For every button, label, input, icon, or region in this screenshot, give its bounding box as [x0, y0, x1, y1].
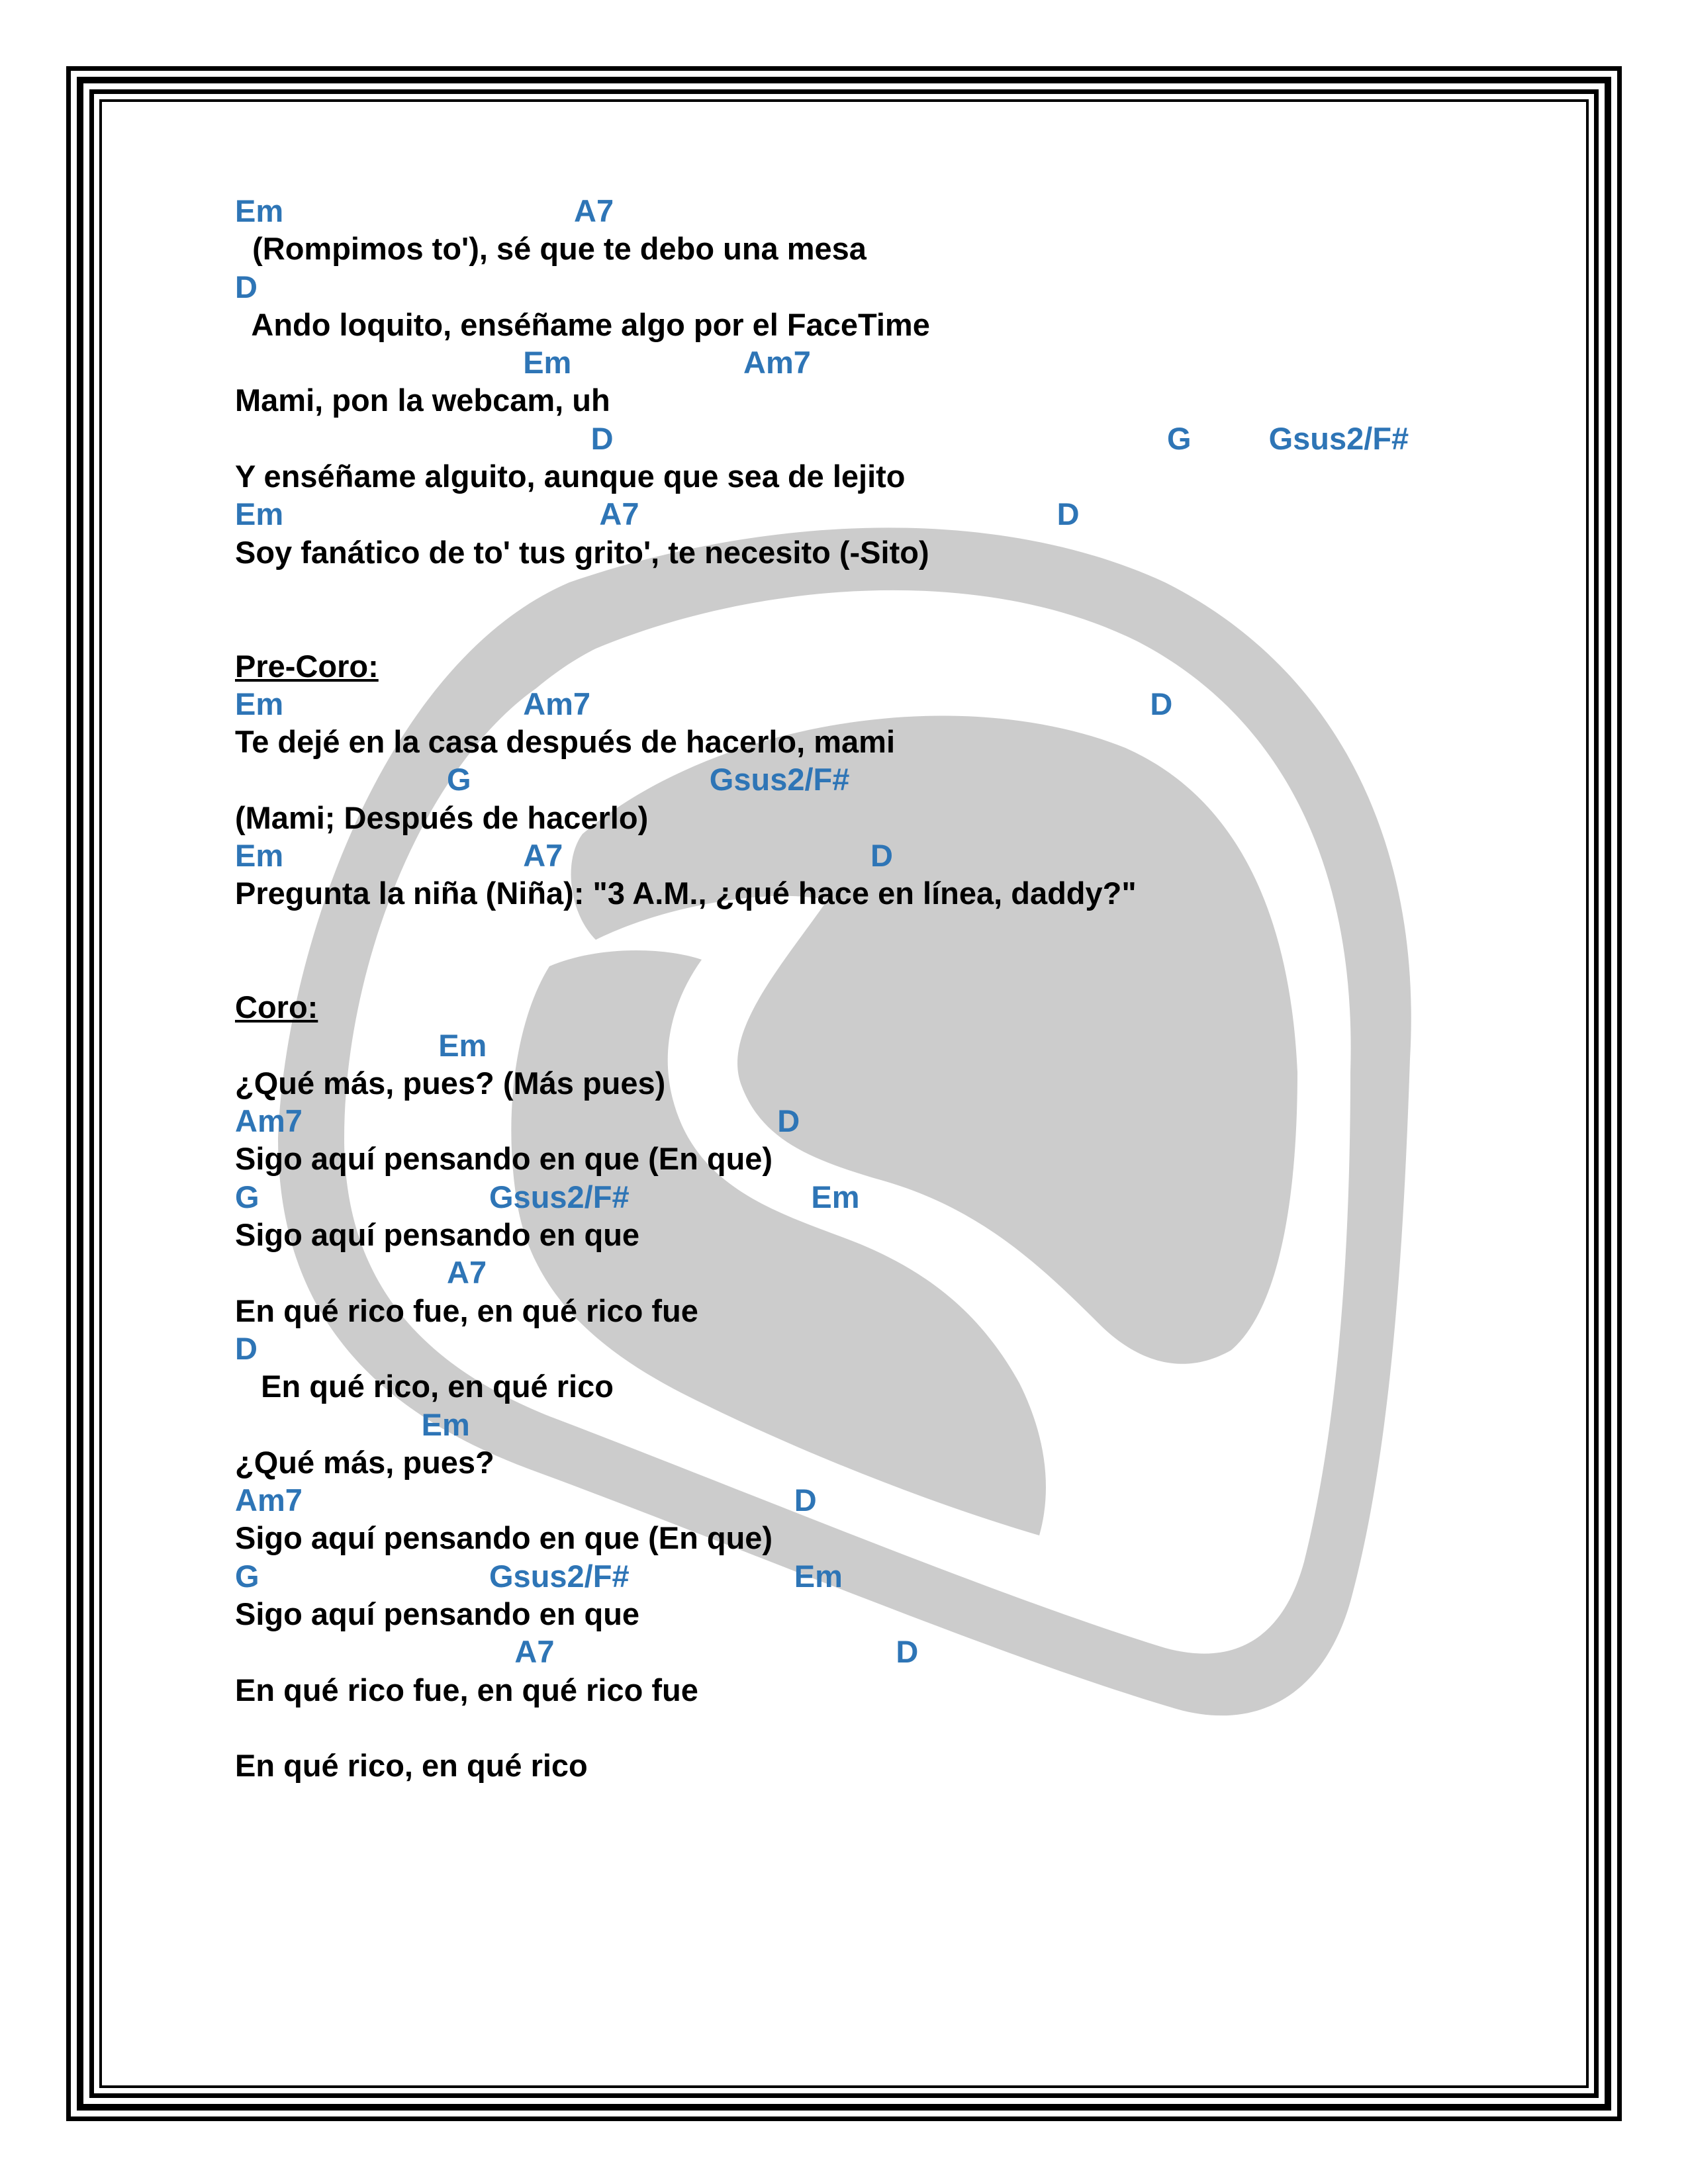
chord-line — [235, 1178, 1493, 1216]
chord: Gsus2/F# — [1268, 420, 1409, 456]
lyric-line: (Rompimos to'), sé que te debo una mesa — [235, 231, 867, 267]
chord: Em — [235, 496, 284, 532]
chord: Em — [794, 1558, 843, 1594]
blank-line — [235, 571, 1493, 609]
lyric-line: ¿Qué más, pues? (Más pues) — [235, 1065, 666, 1101]
chord: Em — [421, 1406, 470, 1442]
chord: A7 — [514, 1634, 555, 1670]
chord-line — [235, 685, 1493, 723]
chord-line — [235, 268, 1493, 306]
chord: Em — [235, 686, 284, 721]
blank-line — [235, 1709, 1493, 1747]
lyric-line: Pregunta la niña (Niña): "3 A.M., ¿qué hace en línea, daddy?" — [235, 876, 1137, 911]
chord: Em — [438, 1027, 487, 1063]
lyric-line: Sigo aquí pensando en que (En que) — [235, 1520, 773, 1556]
chord-line — [235, 192, 1493, 230]
chord: A7 — [523, 838, 563, 874]
chord: G — [1167, 420, 1192, 456]
chord: Am7 — [523, 686, 591, 721]
chord: G — [235, 1179, 259, 1214]
chord-line — [235, 1102, 1493, 1140]
chord-line — [235, 495, 1493, 533]
chord-line — [235, 1330, 1493, 1367]
chord: D — [1150, 686, 1173, 721]
lyric-line: Mami, pon la webcam, uh — [235, 383, 610, 418]
chord: D — [235, 1330, 258, 1366]
chord: Em — [811, 1179, 860, 1214]
lyric-line: (Mami; Después de hacerlo) — [235, 799, 649, 835]
lyric-line: En qué rico, en qué rico — [235, 1748, 588, 1784]
chord-line — [235, 1026, 1493, 1064]
chord-line — [235, 837, 1493, 874]
chord: A7 — [599, 496, 639, 532]
chord: D — [896, 1634, 919, 1670]
blank-line — [235, 950, 1493, 988]
section-heading: Coro: — [235, 989, 318, 1025]
chord: Gsus2/F# — [489, 1558, 630, 1594]
chord-line — [235, 1633, 1493, 1670]
chord-line — [235, 1406, 1493, 1443]
lyric-line: Soy fanático de to' tus grito', te necesito (-Sito) — [235, 534, 929, 570]
chord: Em — [235, 838, 284, 874]
chord: D — [777, 1103, 800, 1139]
chord: Em — [523, 345, 572, 381]
lyric-line: Te dejé en la casa después de hacerlo, mami — [235, 724, 896, 760]
chord-line — [235, 343, 1493, 381]
lyric-line: Sigo aquí pensando en que (En que) — [235, 1141, 773, 1177]
chord-line — [235, 1253, 1493, 1291]
chord: G — [447, 762, 471, 797]
chord-line — [235, 1481, 1493, 1519]
chord: D — [1056, 496, 1080, 532]
chord: D — [870, 838, 893, 874]
chord: Gsus2/F# — [489, 1179, 630, 1214]
chord: D — [794, 1482, 817, 1518]
chord-sheet — [235, 192, 1493, 1784]
chord: G — [235, 1558, 259, 1594]
chord: D — [235, 269, 258, 304]
chord: A7 — [447, 1255, 487, 1291]
chord-line — [235, 760, 1493, 798]
chord: Gsus2/F# — [709, 762, 850, 797]
chord: Am7 — [235, 1482, 303, 1518]
chord-line — [235, 1557, 1493, 1595]
lyric-line: En qué rico fue, en qué rico fue — [235, 1293, 698, 1328]
lyric-line: ¿Qué más, pues? — [235, 1444, 494, 1480]
section-heading: Pre-Coro: — [235, 648, 379, 684]
lyric-line: Ando loquito, enséñame algo por el FaceTime — [235, 306, 930, 342]
lyric-line: Sigo aquí pensando en que — [235, 1217, 640, 1253]
chord: Em — [235, 193, 284, 228]
chord: Am7 — [235, 1103, 303, 1139]
chord-line — [235, 420, 1493, 457]
blank-line — [235, 609, 1493, 647]
chord: D — [590, 420, 614, 456]
lyric-line: Y enséñame alguito, aunque que sea de lejito — [235, 459, 906, 494]
chord: Am7 — [743, 345, 811, 381]
blank-line — [235, 913, 1493, 950]
lyric-line: En qué rico, en qué rico — [235, 1369, 614, 1404]
lyric-line: Sigo aquí pensando en que — [235, 1596, 640, 1631]
chord: A7 — [574, 193, 614, 228]
lyric-line: En qué rico fue, en qué rico fue — [235, 1672, 698, 1707]
